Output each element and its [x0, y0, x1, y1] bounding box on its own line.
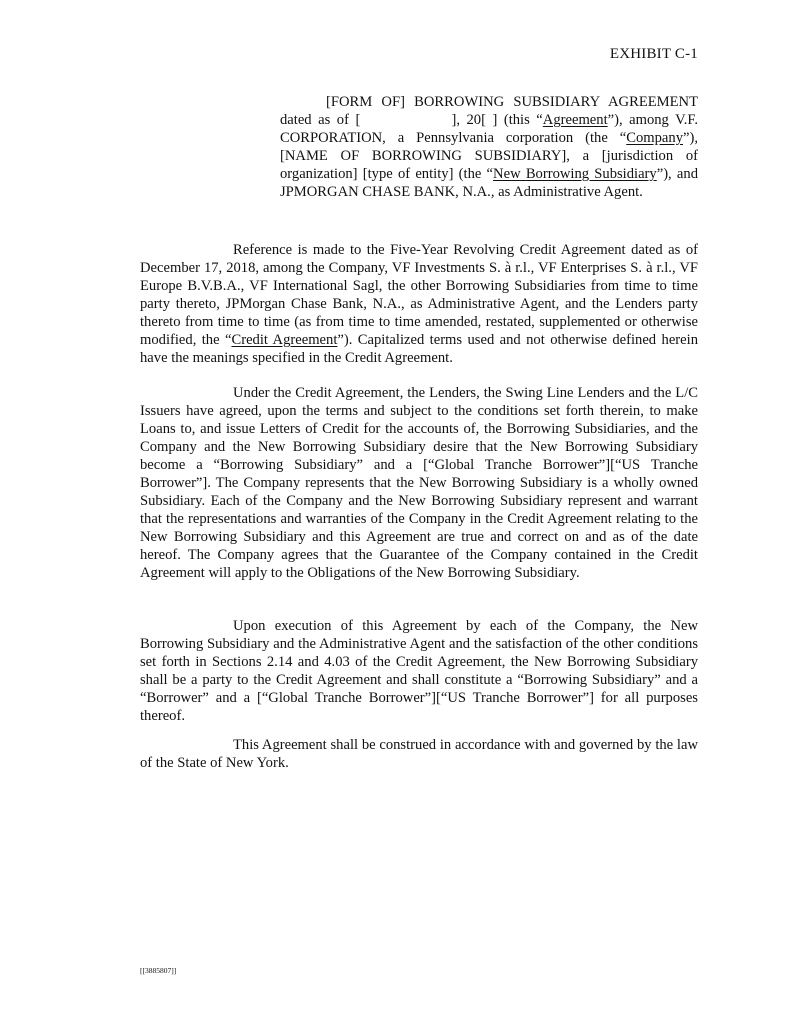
defined-term-new-borrowing-subsidiary: New Borrowing Subsidiary	[493, 166, 657, 182]
paragraph-execution	[140, 617, 698, 725]
paragraph-2-text: Under the Credit Agreement, the Lenders, the Swing Line Lenders and the L/C Issuers have agreed, upon the terms and subject to the conditions set forth therein, to make Loans to, and issue Letters of Credit for the accounts of, the Borrowing Subsidiaries, and the Company and the New Borrowing Subsidiary desire that the New Borrowing Subsidiary become a “Borrowing Subsidiary” and a [“Global Tranche Borrower”][“US Tranche Borrower”]. The Company represents that the New Borrowing Subsidiary is a wholly owned Subsidiary. Each of the Company and the New Borrowing Subsidiary represent and warrant that the representations and warranties of the Company in the Credit Agreement relating to the New Borrowing Subsidiary and this Agreement are true and correct on and as of the date hereof. The Company agrees that the Guarantee of the Company contained in the Credit Agreement will apply to the Obligations of the New Borrowing Subsidiary.	[140, 385, 698, 581]
defined-term-company: Company	[626, 130, 683, 146]
defined-term-agreement: Agreement	[542, 112, 608, 128]
title-text-3: ”), [NAME OF BORROWING SUBSIDIARY], a [jurisdiction of organization] [type of entity] (the “	[280, 130, 698, 182]
paragraph-1-text-b: ”). Capitalized terms used and not otherwise defined herein have the meanings specified in the Credit Agreement.	[140, 332, 698, 366]
paragraph-4-text: This Agreement shall be construed in accordance with and governed by the law of the State of New York.	[140, 737, 698, 771]
title-text-2: ”), among V.F. CORPORATION, a Pennsylvania corporation (the “	[280, 112, 699, 146]
paragraph-reference	[140, 241, 698, 367]
agreement-title-block	[280, 93, 698, 201]
paragraph-3-text: Upon execution of this Agreement by each of the Company, the New Borrowing Subsidiary and the Administrative Agent and the satisfaction of the other conditions set forth in Sections 2.14 and 4.03 of the Credit Agreement, the New Borrowing Subsidiary shall be a party to the Credit Agreement and shall constitute a “Borrowing Subsidiary” and a “Borrower” and a [“Global Tranche Borrower”][“US Tranche Borrower”] for all purposes thereof.	[140, 618, 698, 724]
defined-term-credit-agreement: Credit Agreement	[231, 332, 338, 348]
paragraph-1-text-a: Reference is made to the Five-Year Revolving Credit Agreement dated as of December 17, 2018, among the Company, VF Investments S. à r.l., VF Enterprises S. à r.l., VF Europe B.V.B.A., VF International Sagl, the other Borrowing Subsidiaries from time to time party thereto, JPMorgan Chase Bank, N.A., as Administrative Agent, and the Lenders party thereto from time to time (as from time to time amended, restated, supplemented or otherwise modified, the “	[140, 242, 698, 348]
title-text-1: [FORM OF] BORROWING SUBSIDIARY AGREEMENT dated as of [ ], 20[ ] (this “	[280, 94, 698, 128]
paragraph-credit-agreement-terms	[140, 384, 698, 582]
footer-document-id: [[3885807]]	[140, 966, 177, 975]
exhibit-label: EXHIBIT C-1	[609, 46, 698, 62]
paragraph-governing-law	[140, 736, 698, 772]
title-text-4: ”), and JPMORGAN CHASE BANK, N.A., as Administrative Agent.	[280, 166, 698, 200]
